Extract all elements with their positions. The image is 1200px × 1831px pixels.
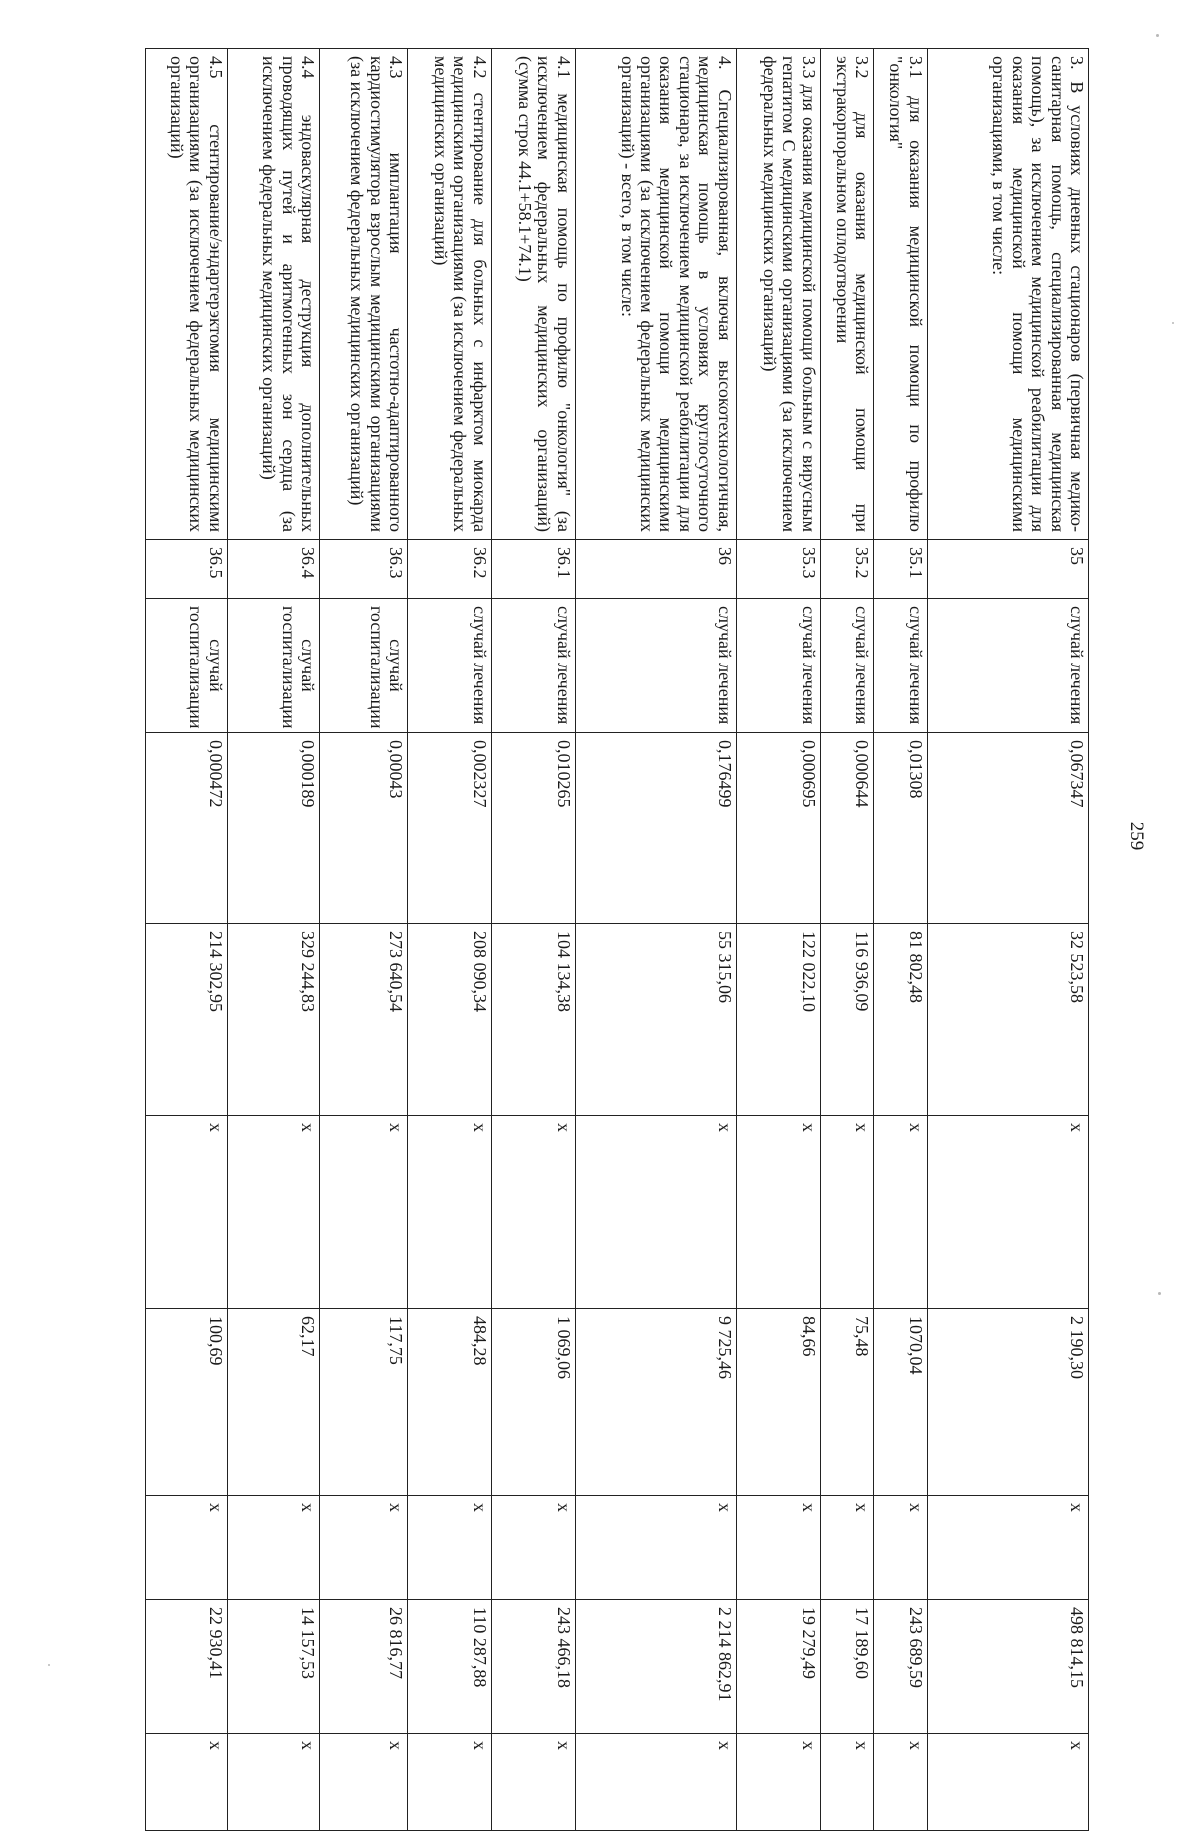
row-unit: случай лечения xyxy=(491,599,575,733)
row-name: 3. В условиях дневных стационаров (первичная медико-санитарная помощь, специализированная медицинская помощь), за исключением медицинской реабилитации для оказания медицинской помощи медицинскими организациями, в том числе: xyxy=(927,49,1088,540)
row-name: 4.5 стентирование/эндартерэктомия медицинскими организациями (за исключением федеральных медицинских организаций) xyxy=(146,49,228,540)
row-col6: х xyxy=(146,1116,228,1309)
row-col9: 243 689,59 xyxy=(874,1600,928,1734)
row-col6: х xyxy=(927,1116,1088,1309)
row-name: 3.2 для оказания медицинской помощи при экстракорпоральном оплодотворении xyxy=(820,49,874,540)
row-col10: х xyxy=(575,1734,736,1831)
row-norm: 0,000695 xyxy=(736,733,820,924)
table-row xyxy=(491,49,575,1831)
row-col10: х xyxy=(820,1734,874,1831)
row-name: 4.2 стентирование для больных с инфарктом миокарда медицинскими организациями (за исключением федеральных медицинских организаций) xyxy=(408,49,492,540)
row-norm: 0,00043 xyxy=(320,733,408,924)
row-unit: случай лечения xyxy=(736,599,820,733)
row-col6: х xyxy=(820,1116,874,1309)
row-col9: 2 214 862,91 xyxy=(575,1600,736,1734)
row-code: 36.3 xyxy=(320,540,408,599)
row-col10: х xyxy=(408,1734,492,1831)
row-col8: х xyxy=(575,1496,736,1600)
row-col8: х xyxy=(227,1496,319,1600)
page-number: 259 xyxy=(1126,821,1147,851)
row-col10: х xyxy=(491,1734,575,1831)
table-row xyxy=(820,49,874,1831)
row-norm: 0,002327 xyxy=(408,733,492,924)
row-col10: х xyxy=(874,1734,928,1831)
row-col7: 100,69 xyxy=(146,1309,228,1496)
row-unit: случай лечения xyxy=(927,599,1088,733)
row-norm: 0,000644 xyxy=(820,733,874,924)
row-col6: х xyxy=(575,1116,736,1309)
row-code: 35.2 xyxy=(820,540,874,599)
row-col7: 84,66 xyxy=(736,1309,820,1496)
row-code: 36.4 xyxy=(227,540,319,599)
row-col6: х xyxy=(227,1116,319,1309)
row-norm: 0,176499 xyxy=(575,733,736,924)
row-col7: 484,28 xyxy=(408,1309,492,1496)
table-row xyxy=(227,49,319,1831)
row-col8: х xyxy=(491,1496,575,1600)
row-cost: 273 640,54 xyxy=(320,924,408,1116)
row-cost: 81 802,48 xyxy=(874,924,928,1116)
scan-speck xyxy=(1156,34,1159,37)
row-unit: случай лечения xyxy=(408,599,492,733)
row-col10: х xyxy=(736,1734,820,1831)
row-col6: х xyxy=(736,1116,820,1309)
row-col10: х xyxy=(227,1734,319,1831)
row-col8: х xyxy=(874,1496,928,1600)
row-col8: х xyxy=(146,1496,228,1600)
row-col10: х xyxy=(146,1734,228,1831)
row-col9: 110 287,88 xyxy=(408,1600,492,1734)
row-col6: х xyxy=(408,1116,492,1309)
row-unit: случай лечения xyxy=(575,599,736,733)
row-col7: 75,48 xyxy=(820,1309,874,1496)
table-row xyxy=(408,49,492,1831)
row-norm: 0,010265 xyxy=(491,733,575,924)
row-cost: 329 244,83 xyxy=(227,924,319,1116)
table-row xyxy=(927,49,1088,1831)
row-code: 35.1 xyxy=(874,540,928,599)
row-unit: случай лечения xyxy=(874,599,928,733)
row-col9: 19 279,49 xyxy=(736,1600,820,1734)
row-norm: 0,01308 xyxy=(874,733,928,924)
scan-speck xyxy=(1172,322,1174,324)
row-col9: 243 466,18 xyxy=(491,1600,575,1734)
row-code: 36.5 xyxy=(146,540,228,599)
row-cost: 104 134,38 xyxy=(491,924,575,1116)
row-name: 4. Специализированная, включая высокотехнологичная, медицинская помощь в условиях круглосуточного стационара, за исключением медицинской реабилитации для оказания медицинской помощи медицинскими организациями (за исключением федеральных медицинских организаций) - всего, в том числе: xyxy=(575,49,736,540)
row-col8: х xyxy=(408,1496,492,1600)
row-col7: 117,75 xyxy=(320,1309,408,1496)
row-col9: 17 189,60 xyxy=(820,1600,874,1734)
row-col6: х xyxy=(874,1116,928,1309)
row-unit: случай госпитализации xyxy=(320,599,408,733)
row-unit: случай лечения xyxy=(820,599,874,733)
row-name: 4.3 имплантация частотно-адаптированного кардиостимулятора взрослым медицинскими организациями (за исключением федеральных медицинских организаций) xyxy=(320,49,408,540)
row-cost: 32 523,58 xyxy=(927,924,1088,1116)
row-col9: 14 157,53 xyxy=(227,1600,319,1734)
row-col8: х xyxy=(927,1496,1088,1600)
row-unit: случай госпитализации xyxy=(146,599,228,733)
table-row xyxy=(736,49,820,1831)
row-col10: х xyxy=(927,1734,1088,1831)
row-col7: 9 725,46 xyxy=(575,1309,736,1496)
row-cost: 122 022,10 xyxy=(736,924,820,1116)
row-col9: 22 930,41 xyxy=(146,1600,228,1734)
row-col7: 1070,04 xyxy=(874,1309,928,1496)
row-name: 4.4 эндоваскулярная деструкция дополнительных проводящих путей и аритмогенных зон сердца (за исключением федеральных медицинских организаций) xyxy=(227,49,319,540)
rotated-table-container xyxy=(145,48,1089,1830)
row-name: 3.1 для оказания медицинской помощи по профилю "онкология" xyxy=(874,49,928,540)
financing-table xyxy=(145,48,1089,1831)
row-cost: 214 302,95 xyxy=(146,924,228,1116)
row-cost: 208 090,34 xyxy=(408,924,492,1116)
row-cost: 55 315,06 xyxy=(575,924,736,1116)
table-row xyxy=(146,49,228,1831)
row-col6: х xyxy=(491,1116,575,1309)
scan-speck xyxy=(48,1664,50,1666)
row-code: 35.3 xyxy=(736,540,820,599)
row-col8: х xyxy=(736,1496,820,1600)
row-code: 36.1 xyxy=(491,540,575,599)
row-col9: 26 816,77 xyxy=(320,1600,408,1734)
row-code: 36 xyxy=(575,540,736,599)
row-col6: х xyxy=(320,1116,408,1309)
row-col9: 498 814,15 xyxy=(927,1600,1088,1734)
row-code: 36.2 xyxy=(408,540,492,599)
row-name: 3.3 для оказания медицинской помощи больным с вирусным гепатитом С медицинскими организациями (за исключением федеральных медицинских организаций) xyxy=(736,49,820,540)
row-name: 4.1 медицинская помощь по профилю "онкология" (за исключением федеральных медицинских организаций) (сумма строк 44.1+58.1+74.1) xyxy=(491,49,575,540)
row-norm: 0,000472 xyxy=(146,733,228,924)
table-row xyxy=(874,49,928,1831)
row-col10: х xyxy=(320,1734,408,1831)
row-norm: 0,000189 xyxy=(227,733,319,924)
table-row xyxy=(575,49,736,1831)
table-row xyxy=(320,49,408,1831)
row-col7: 1 069,06 xyxy=(491,1309,575,1496)
row-norm: 0,067347 xyxy=(927,733,1088,924)
row-col7: 62,17 xyxy=(227,1309,319,1496)
row-unit: случай госпитализации xyxy=(227,599,319,733)
scan-speck xyxy=(1158,1292,1161,1295)
row-col8: х xyxy=(820,1496,874,1600)
row-col8: х xyxy=(320,1496,408,1600)
row-code: 35 xyxy=(927,540,1088,599)
row-col7: 2 190,30 xyxy=(927,1309,1088,1496)
row-cost: 116 936,09 xyxy=(820,924,874,1116)
